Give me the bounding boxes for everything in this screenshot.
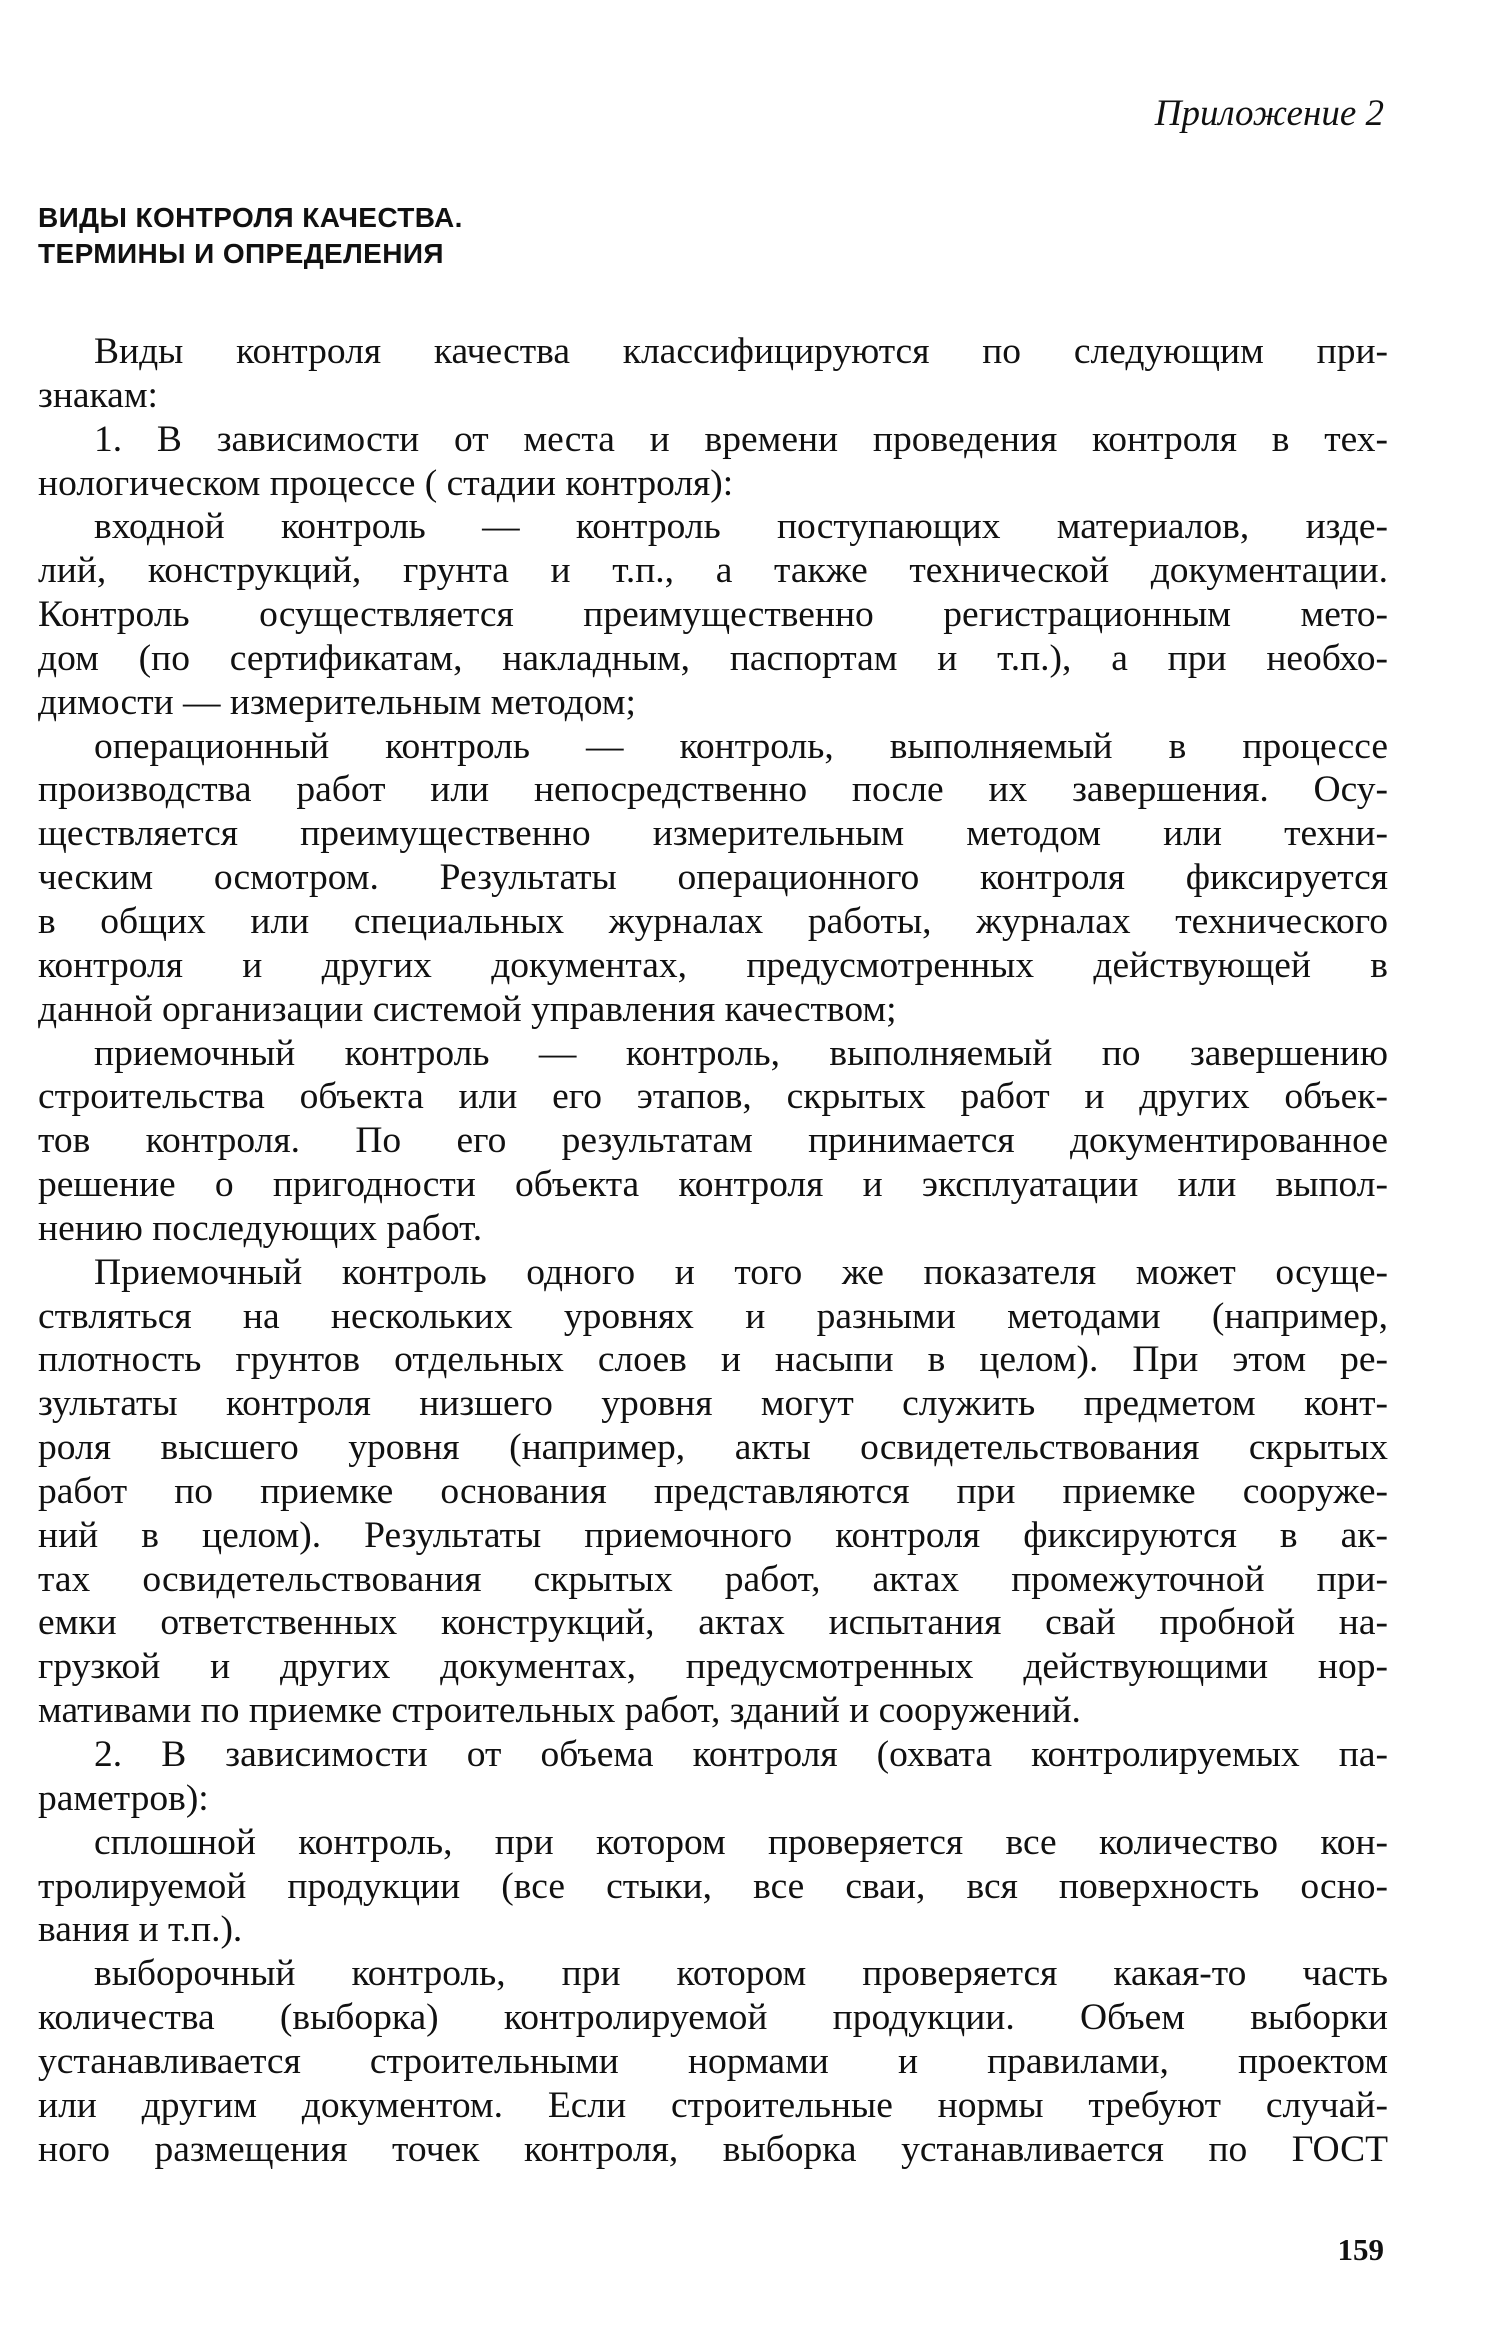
text-line: Приемочный контроль одного и того же показателя может осуще- xyxy=(94,1251,1388,1293)
text-line: димости — измерительным методом; xyxy=(38,681,636,723)
text-line: входной контроль — контроль поступающих материалов, изде- xyxy=(94,506,1388,548)
text-line: данной организации системой управления качеством; xyxy=(38,988,897,1030)
text-line: в общих или специальных журналах работы, журналах технического xyxy=(38,900,1388,942)
text-line: или другим документом. Если строительные нормы требуют случай- xyxy=(38,2084,1388,2126)
text-line: знакам: xyxy=(38,374,158,416)
text-line: емки ответственных конструкций, актах испытания свай пробной на- xyxy=(38,1602,1388,1644)
text-line: решение о пригодности объекта контроля и эксплуатации или выпол- xyxy=(38,1164,1388,1206)
section-title-line: ТЕРМИНЫ И ОПРЕДЕЛЕНИЯ xyxy=(38,238,444,269)
text-line: зультаты контроля низшего уровня могут служить предметом конт- xyxy=(38,1383,1388,1425)
section-title xyxy=(38,200,463,272)
text-line: Контроль осуществляется преимущественно регистрационным мето- xyxy=(38,594,1388,636)
text-line: количества (выборка) контролируемой продукции. Объем выборки xyxy=(38,1997,1388,2039)
text-line: ществляется преимущественно измерительным методом или техни- xyxy=(38,813,1388,855)
text-line: сплошной контроль, при котором проверяется все количество кон- xyxy=(94,1821,1388,1863)
text-line: ствляться на нескольких уровнях и разными методами (например, xyxy=(38,1295,1388,1337)
text-line: операционный контроль — контроль, выполняемый в процессе xyxy=(94,725,1388,767)
text-line: ческим осмотром. Результаты операционного контроля фиксируется xyxy=(38,857,1388,899)
appendix-label: Приложение 2 xyxy=(1154,93,1384,134)
text-line: 1. В зависимости от места и времени проведения контроля в тех- xyxy=(94,418,1388,460)
text-line: вания и т.п.). xyxy=(38,1909,243,1951)
text-line: Виды контроля качества классифицируются по следующим при- xyxy=(94,331,1388,372)
body-text xyxy=(38,330,1388,2171)
text-line: нению последующих работ. xyxy=(38,1207,483,1249)
text-line: работ по приемке основания представляются при приемке сооруже- xyxy=(38,1470,1388,1512)
document-page xyxy=(38,0,1388,2341)
section-title-line: ВИДЫ КОНТРОЛЯ КАЧЕСТВА. xyxy=(38,202,463,233)
text-line: строительства объекта или его этапов, скрытых работ и других объек- xyxy=(38,1076,1388,1118)
text-line: ного размещения точек контроля, выборка устанавливается по ГОСТ xyxy=(38,2128,1388,2170)
text-line: контроля и других документах, предусмотренных действующей в xyxy=(38,944,1388,986)
text-line: тов контроля. По его результатам принимается документированное xyxy=(38,1120,1388,1162)
text-line: приемочный контроль — контроль, выполняемый по завершению xyxy=(94,1032,1388,1074)
text-line: плотность грунтов отдельных слоев и насыпи в целом). При этом ре- xyxy=(38,1339,1388,1381)
text-line: 2. В зависимости от объема контроля (охвата контролируемых па- xyxy=(94,1734,1388,1775)
text-line: роля высшего уровня (например, акты освидетельствования скрытых xyxy=(38,1427,1388,1469)
text-line: производства работ или непосредственно после их завершения. Осу- xyxy=(38,769,1388,811)
text-line: тролируемой продукции (все стыки, все сваи, вся поверхность осно- xyxy=(38,1865,1388,1907)
text-line: тах освидетельствования скрытых работ, актах промежуточной при- xyxy=(38,1558,1388,1600)
text-line: грузкой и других документах, предусмотренных действующими нор- xyxy=(38,1646,1388,1688)
text-line: ний в целом). Результаты приемочного контроля фиксируются в ак- xyxy=(38,1514,1388,1556)
text-line: раметров): xyxy=(38,1777,209,1819)
text-line: мативами по приемке строительных работ, зданий и сооружений. xyxy=(38,1690,1081,1732)
text-line: выборочный контроль, при котором проверяется какая-то часть xyxy=(94,1953,1388,1995)
text-line: дом (по сертификатам, накладным, паспортам и т.п.), а при необхо- xyxy=(38,637,1388,679)
text-line: нологическом процессе ( стадии контроля): xyxy=(38,462,734,504)
page-number: 159 xyxy=(1337,2232,1384,2267)
text-line: лий, конструкций, грунта и т.п., а также технической документации. xyxy=(38,550,1388,592)
text-line: устанавливается строительными нормами и правилами, проектом xyxy=(38,2040,1388,2082)
